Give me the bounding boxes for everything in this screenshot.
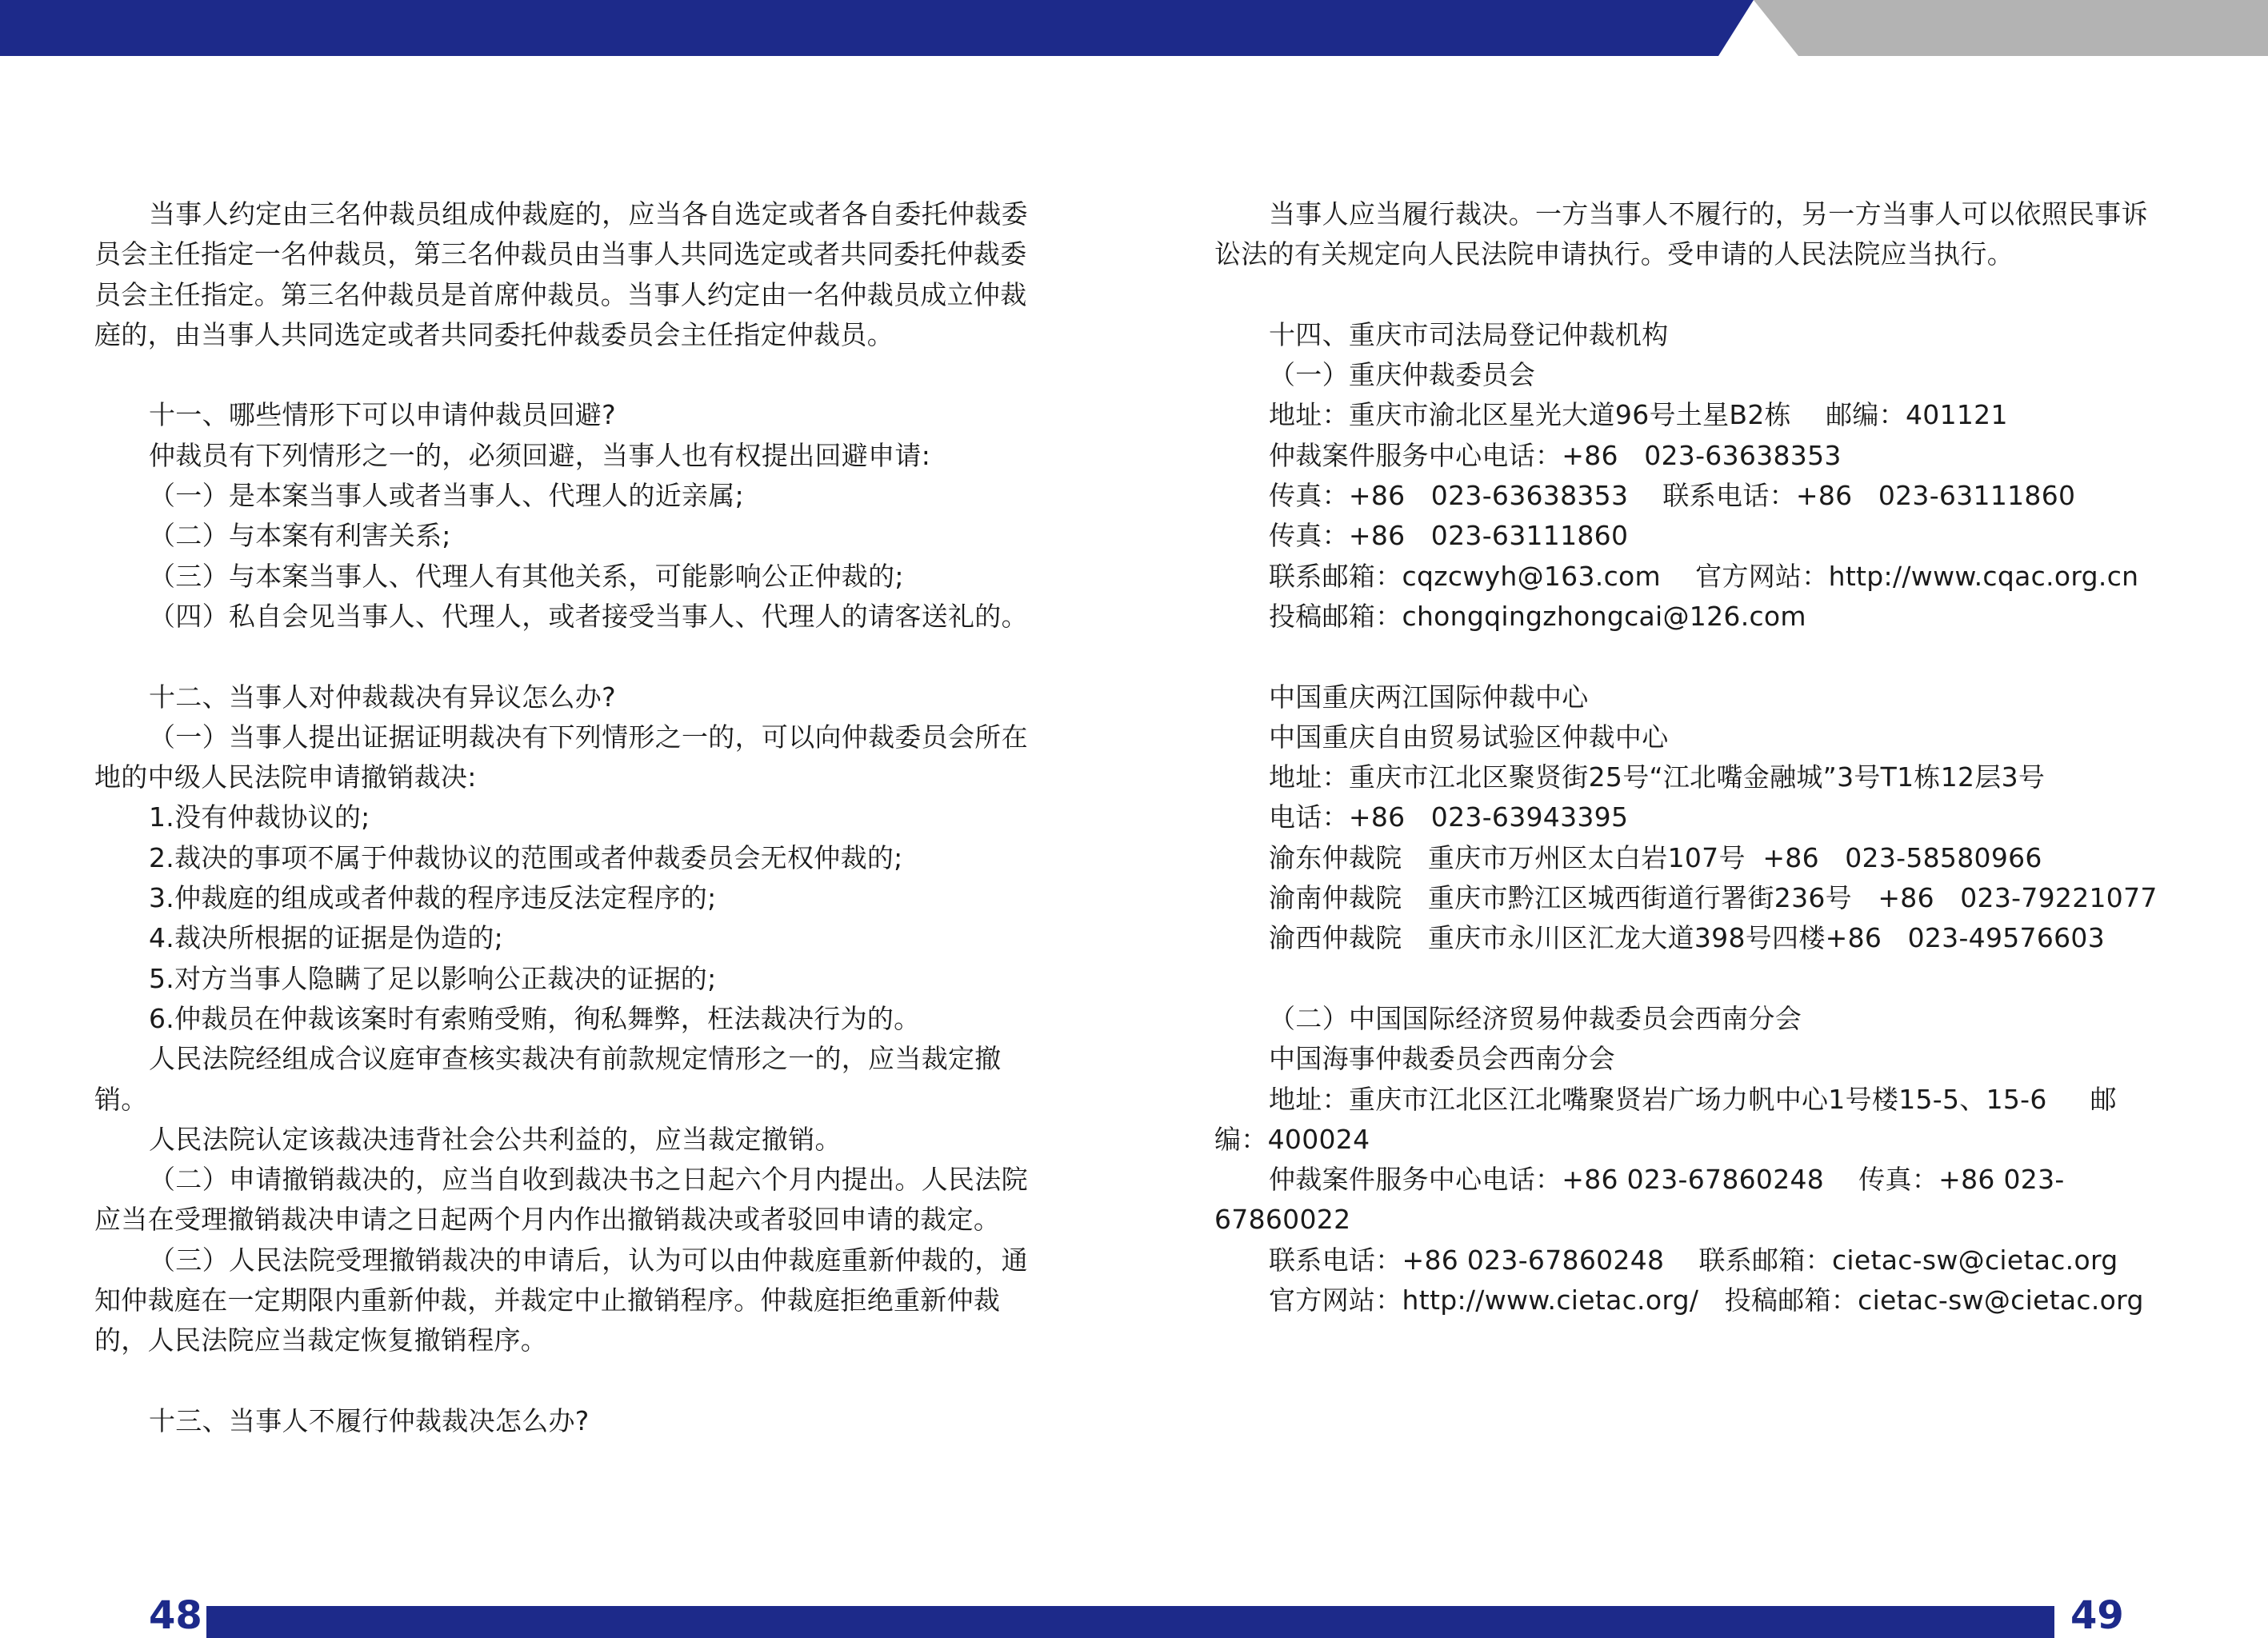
right-page-line: 编：400024 — [1214, 1123, 1370, 1155]
right-page-line: 传真：+86 023-63638353 联系电话：+86 023-63111860 — [1269, 480, 2076, 512]
left-page-line: 人民法院经组成合议庭审查核实裁决有前款规定情形之一的，应当裁定撤 — [149, 1043, 1002, 1075]
left-page-line: 员会主任指定。第三名仲裁员是首席仲裁员。当事人约定由一名仲裁员成立仲裁 — [94, 278, 1027, 310]
left-page-line: 地的中级人民法院申请撤销裁决: — [94, 761, 477, 793]
left-page-line: （二）申请撤销裁决的，应当自收到裁决书之日起六个月内提出。人民法院 — [149, 1164, 1028, 1196]
left-page-line: 十一、哪些情形下可以申请仲裁员回避? — [149, 399, 616, 431]
right-page-line: 渝西仲裁院 重庆市永川区汇龙大道398号四楼+86 023-49576603 — [1269, 922, 2106, 954]
left-page-line: （四）私自会见当事人、代理人，或者接受当事人、代理人的请客送礼的。 — [149, 600, 1028, 632]
right-page-line: 67860022 — [1214, 1204, 1351, 1236]
right-page-line: 地址：重庆市江北区江北嘴聚贤岩广场力帆中心1号楼15-5、15-6 邮 — [1269, 1083, 2117, 1115]
page-number-right: 49 — [2070, 1593, 2124, 1638]
paragraph-gap — [94, 637, 1094, 677]
right-page-line: 当事人应当履行裁决。一方当事人不履行的，另一方当事人可以依照民事诉 — [1269, 198, 2148, 230]
paragraph-gap — [1214, 637, 2162, 677]
header-gray-stripe — [1754, 0, 2268, 56]
left-page-line: 应当在受理撤销裁决申请之日起两个月内作出撤销裁决或者驳回申请的裁定。 — [94, 1204, 1001, 1236]
page-number-left: 48 — [149, 1593, 202, 1638]
right-page-line: 渝南仲裁院 重庆市黔江区城西街道行署街236号 +86 023-79221077 — [1269, 882, 2158, 914]
right-page-line: 十四、重庆市司法局登记仲裁机构 — [1269, 318, 1669, 350]
left-page-line: 知仲裁庭在一定期限内重新仲裁，并裁定中止撤销程序。仲裁庭拒绝重新仲裁 — [94, 1284, 1001, 1316]
right-page-line: 仲裁案件服务中心电话：+86 023-63638353 — [1269, 439, 1842, 471]
left-page-line: 当事人约定由三名仲裁员组成仲裁庭的，应当各自选定或者各自委托仲裁委 — [149, 198, 1028, 230]
right-page-line: 联系邮箱：cqzcwyh@163.com 官方网站：http://www.cqac.org.cn — [1269, 560, 2139, 592]
left-page-line: 十二、当事人对仲裁裁决有异议怎么办? — [149, 681, 616, 713]
right-page-line: 讼法的有关规定向人民法院申请执行。受申请的人民法院应当执行。 — [1214, 238, 2014, 270]
right-page-line: （二）中国国际经济贸易仲裁委员会西南分会 — [1269, 1002, 1802, 1034]
right-page-line: 电话：+86 023-63943395 — [1269, 801, 1629, 833]
left-page-line: 的，人民法院应当裁定恢复撤销程序。 — [94, 1324, 548, 1356]
right-page-line: 中国重庆两江国际仲裁中心 — [1269, 681, 1589, 713]
left-page-line: 仲裁员有下列情形之一的，必须回避，当事人也有权提出回避申请: — [149, 439, 931, 471]
left-page-line: 1.没有仲裁协议的; — [149, 801, 370, 833]
footer-bar — [206, 1606, 2054, 1638]
right-page-line: 地址：重庆市江北区聚贤街25号“江北嘴金融城”3号T1栋12层3号 — [1269, 761, 2046, 793]
left-page-line: 6.仲裁员在仲裁该案时有索贿受贿，徇私舞弊，枉法裁决行为的。 — [149, 1002, 921, 1034]
right-page-line: 传真：+86 023-63111860 — [1269, 520, 1629, 552]
left-page-line: 庭的，由当事人共同选定或者共同委托仲裁委员会主任指定仲裁员。 — [94, 318, 894, 350]
left-page-line: （一）当事人提出证据证明裁决有下列情形之一的，可以向仲裁委员会所在 — [149, 721, 1028, 753]
left-page-line: 员会主任指定一名仲裁员，第三名仲裁员由当事人共同选定或者共同委托仲裁委 — [94, 238, 1027, 270]
left-page-line: 人民法院认定该裁决违背社会公共利益的，应当裁定撤销。 — [149, 1123, 842, 1155]
left-page-line: 销。 — [94, 1083, 148, 1115]
left-page-line: （三）人民法院受理撤销裁决的申请后，认为可以由仲裁庭重新仲裁的，通 — [149, 1244, 1028, 1276]
right-page-text — [1214, 194, 2162, 1320]
left-page-line: （二）与本案有利害关系; — [149, 520, 451, 552]
right-page-line: 联系电话：+86 023-67860248 联系邮箱：cietac-sw@cietac.org — [1269, 1244, 2118, 1276]
right-page-line: 渝东仲裁院 重庆市万州区太白岩107号 +86 023-58580966 — [1269, 841, 2042, 873]
left-page-line: （三）与本案当事人、代理人有其他关系，可能影响公正仲裁的; — [149, 560, 904, 592]
left-page-text — [94, 194, 1094, 1441]
right-page-line: （一）重庆仲裁委员会 — [1269, 359, 1535, 391]
left-page-line: 5.对方当事人隐瞒了足以影响公正裁决的证据的; — [149, 962, 717, 994]
right-page-line: 中国海事仲裁委员会西南分会 — [1269, 1043, 1615, 1075]
left-page-line: 3.仲裁庭的组成或者仲裁的程序违反法定程序的; — [149, 882, 717, 914]
header-blue-stripe — [0, 0, 1754, 56]
paragraph-gap — [1214, 275, 2162, 315]
header-band-graphic — [0, 0, 2268, 56]
left-page-line: （一）是本案当事人或者当事人、代理人的近亲属; — [149, 480, 745, 512]
paragraph-gap — [1214, 959, 2162, 999]
paragraph-gap — [94, 355, 1094, 395]
right-page-line: 地址：重庆市渝北区星光大道96号土星B2栋 邮编：401121 — [1269, 399, 2008, 431]
right-page-line: 仲裁案件服务中心电话：+86 023-67860248 传真：+86 023- — [1269, 1164, 2065, 1196]
right-page-line: 官方网站：http://www.cietac.org/ 投稿邮箱：cietac-sw@cietac.org — [1269, 1284, 2144, 1316]
header-band — [0, 0, 2268, 56]
left-page-line: 2.裁决的事项不属于仲裁协议的范围或者仲裁委员会无权仲裁的; — [149, 841, 903, 873]
left-page-line: 4.裁决所根据的证据是伪造的; — [149, 922, 504, 954]
left-page-line: 十三、当事人不履行仲裁裁决怎么办? — [149, 1404, 590, 1436]
right-page-line: 中国重庆自由贸易试验区仲裁中心 — [1269, 721, 1669, 753]
paragraph-gap — [94, 1361, 1094, 1401]
right-page-line: 投稿邮箱：chongqingzhongcai@126.com — [1269, 600, 1806, 632]
